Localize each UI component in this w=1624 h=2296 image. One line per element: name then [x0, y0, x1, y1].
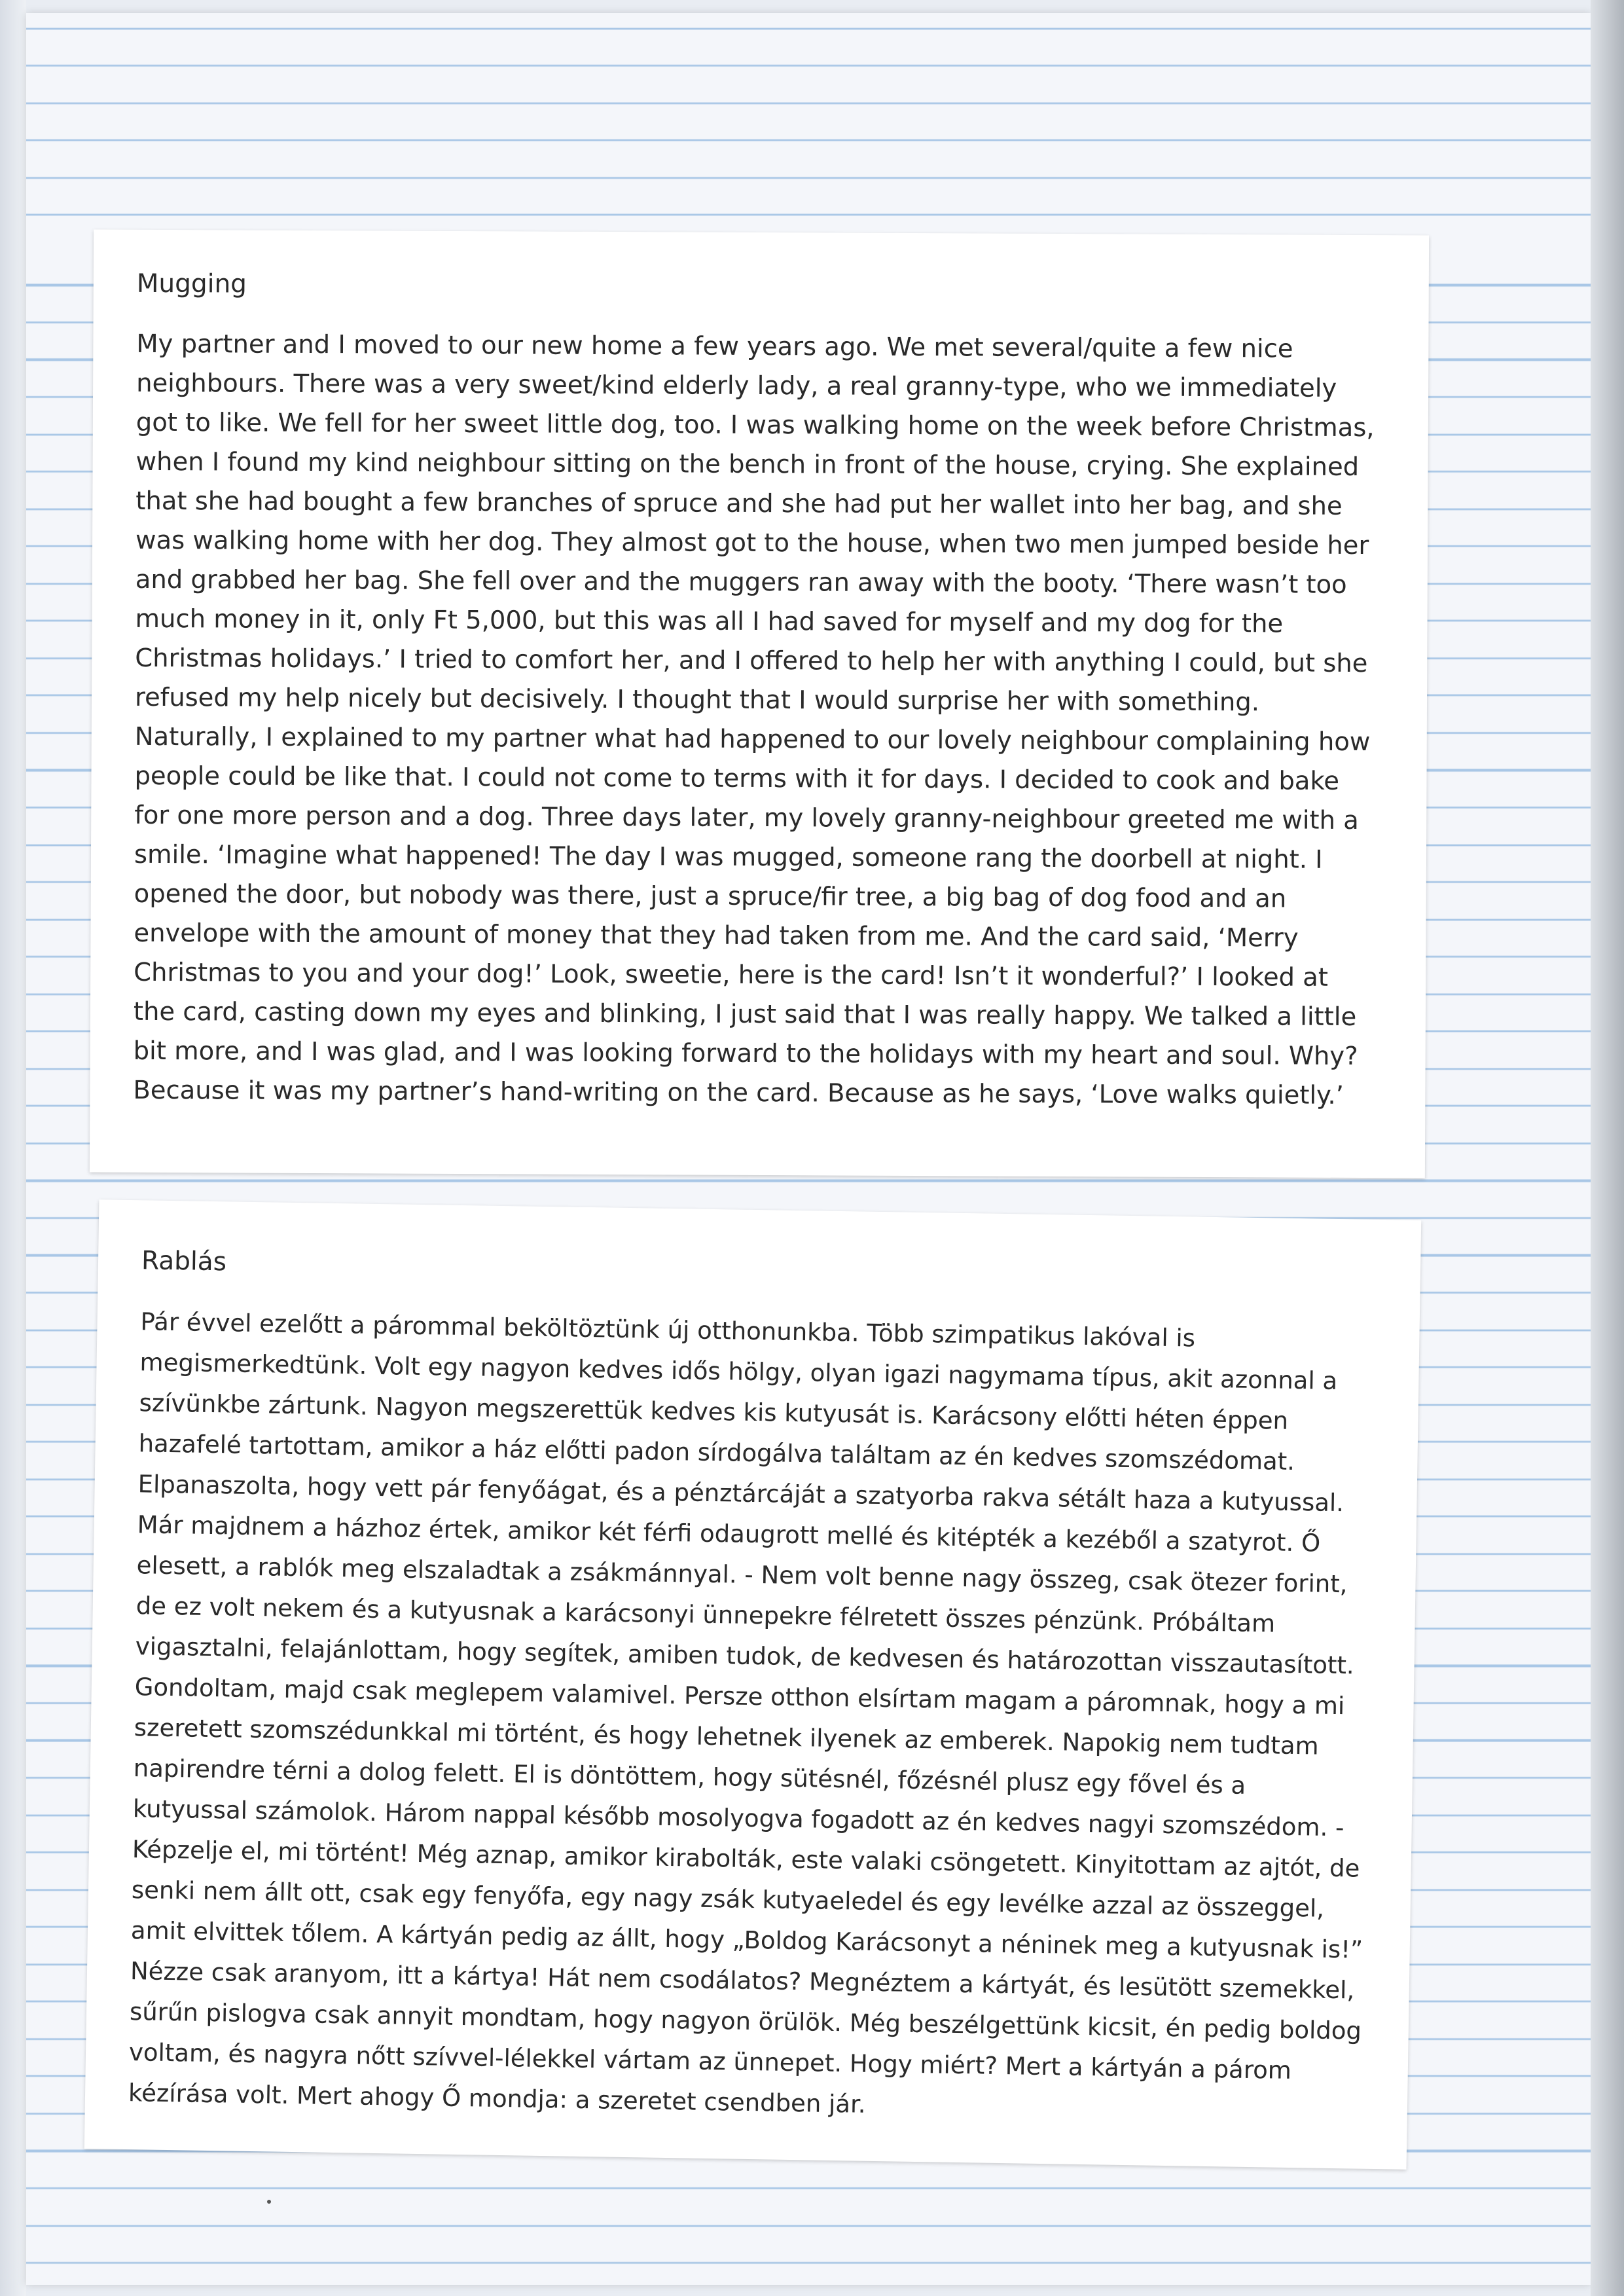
clipping-body: Pár évvel ezelőtt a párommal beköltöztünk új otthonunkba. Több szimpatikus lakóval is megismerkedtünk. Volt egy nagyon kedves idős hölgy, olyan igazi nagymama típus, akit azonnal a szívünkbe zártunk. Nagyon megszerettük kedves kis kutyusát is. Karácsony előtti héten éppen hazafelé tartottam, amikor a ház előtti padon sírdogálva találtam az én kedves szomszédomat. Elpanaszolta, hogy vett pár fenyőágat, és a pénztárcáját a szatyorba rakva sétált haza a kutyussal. Már majdnem a házhoz értek, amikor két férfi odaugrott mellé és kitépték a kezéből a szatyrot. Ő elesett, a rablók meg elszaladtak a zsákmánnyal. - Nem volt benne nagy összeg, csak ötezer forint, de ez volt nekem és a kutyusnak a karácsonyi ünnepekre félretett összes pénzünk. Próbáltam vigasztalni, felajánlottam, hogy segítek, amiben tudok, de kedvesen és határozottan visszautasított. Gondoltam, majd csak meglepem valamivel. Persze otthon elsírtam magam a páromnak, hogy a mi szeretett szomszédunkkal mi történt, és hogy lehetnek ilyenek az emberek. Napokig nem tudtam napirendre térni a dolog felett. El is döntöttem, hogy sütésnél, főzésnél plusz egy fővel és a kutyussal számolok. Három nappal később mosolyogva fogadott az én kedves nagyi szomszédom. - Képzelje el, mi történt! Még aznap, amikor kirabolták, este valaki csöngetett. Kinyitottam az ajtót, de senki nem állt ott, csak egy fenyőfa, egy nagy zsák kutyaeledel és egy levélke azzal az összeggel, amit elvittek tőlem. A kártyán pedig az állt, hogy „Boldog Karácsonyt a néninek meg a kutyusnak is!” Nézze csak aranyom, itt a kártya! Hát nem csodálatos? Megnéztem a kártyát, és lesütött szemekkel, sűrűn pislogva csak annyit mondtam, hogy nagyon örülök. Még beszélgettünk kicsit, én pedig boldog voltam, és nagyra nőtt szívvel-lélekkel vártam az ünnepet. Hogy miért? Mert a kártyán a párom kézírása volt. Mert ahogy Ő mondja: a szeretet csendben jár.	[128, 1307, 1363, 2119]
paper-speck	[267, 2200, 271, 2204]
clipping-title: Mugging	[136, 268, 247, 299]
page-edge-shadow	[1591, 0, 1624, 2296]
clipping-title: Rablás	[141, 1246, 227, 1277]
english-text-clipping	[90, 230, 1429, 1178]
notebook-binding	[0, 0, 26, 2296]
hungarian-text-clipping	[84, 1199, 1422, 2170]
clipping-body: My partner and I moved to our new home a few years ago. We met several/quite a few nice neighbours. There was a very sweet/kind elderly lady, a real granny-type, who we immediately got to like. We fell for her sweet little dog, too. I was walking home on the week before Christmas, when I found my kind neighbour sitting on the bench in front of the house, crying. She explained that she had bought a few branches of spruce and she had put her wallet into her bag, and she was walking home with her dog. They almost got to the house, when two men jumped beside her and grabbed her bag. She fell over and the muggers ran away with the booty. ‘There wasn’t too much money in it, only Ft 5,000, but this was all I had saved for myself and my dog for the Christmas holidays.’ I tried to comfort her, and I offered to help her with anything I could, but she refused my help nicely but decisively. I thought that I would surprise her with something. Naturally, I explained to my partner what had happened to our lovely neighbour complaining how people could be like that. I could not come to terms with it for days. I decided to cook and bake for one more person and a dog. Three days later, my lovely granny-neighbour greeted me with a smile. ‘Imagine what happened! The day I was mugged, someone rang the doorbell at night. I opened the door, but nobody was there, just a spruce/fir tree, a big bag of dog food and an envelope with the amount of money that they had taken from me. And the card said, ‘Merry Christmas to you and your dog!’ Look, sweetie, here is the card! Isn’t it wonderful?’ I looked at the card, casting down my eyes and blinking, I just said that I was really happy. We talked a little bit more, and I was glad, and I was looking forward to the holidays with my heart and soul. Why? Because it was my partner’s hand-writing on the card. Because as he says, ‘Love walks quietly.’	[133, 329, 1375, 1110]
